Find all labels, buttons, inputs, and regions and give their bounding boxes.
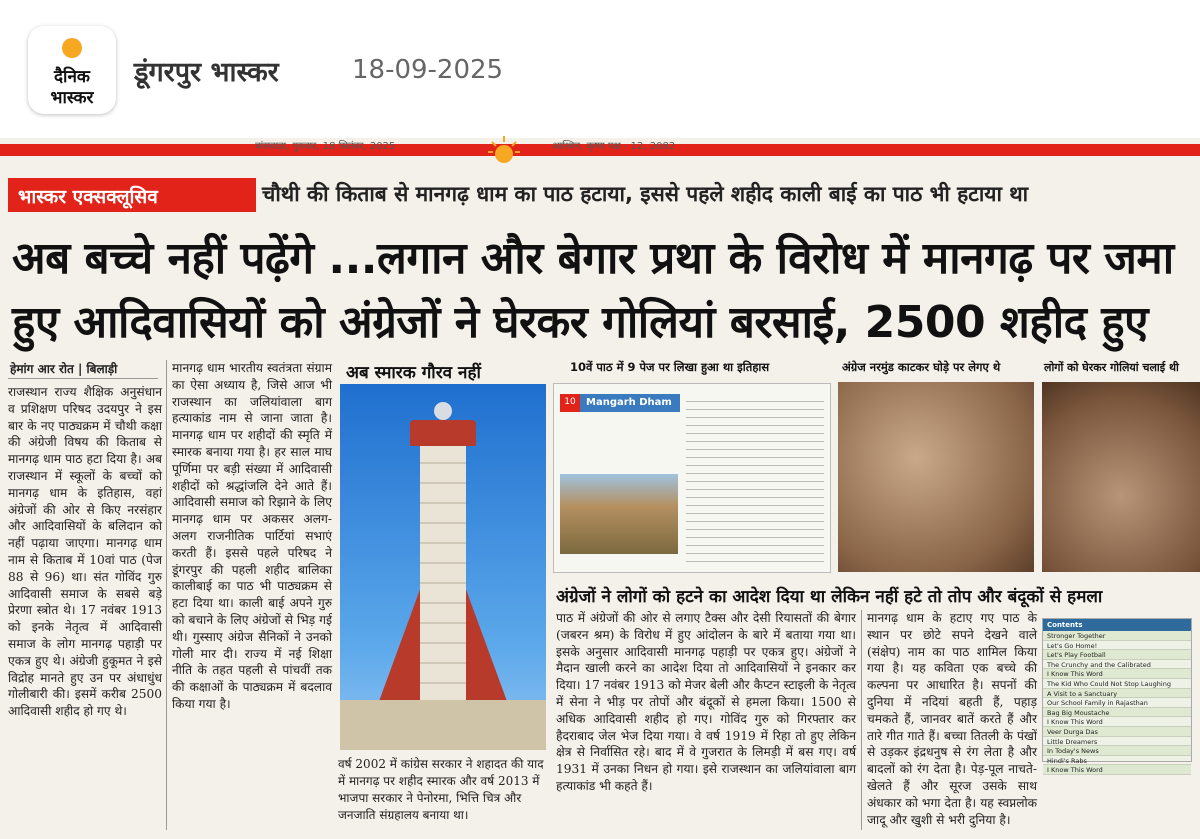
contents-row: The Crunchy and the Calibrated: [1043, 660, 1191, 670]
logo-line1: दैनिक: [54, 67, 90, 87]
column-4-text: मानगढ़ धाम के हटाए गए पाठ के स्थान पर छोटे सपने देखने वाले (संक्षेप) नाम का पाठ शामिल किया गया है। यह कविता एक बच्चे की कल्पना पर आधारित है। सपनों की दुनिया में नदियां बहती हैं, पहाड़ चमकते हैं, जानवर बातें करते हैं और तारे गीत गाते हैं। बच्चा तितली के पंखों से उड़कर इंद्रधनुष से रंग लेता है और बादलों को रंग देता है। पेड़-पूल नाचते-खेलते हैं और सूरज उसके साथ अंधकार को भगा देता है। यह स्वप्नलोक जादू और खुशी से भरी दुनिया है।: [867, 611, 1037, 827]
contents-row: A Visit to a Sanctuary: [1043, 689, 1191, 699]
headline-line1: अब बच्चे नहीं पढ़ेंगे ...लगान और बेगार प्रथा के विरोध में मानगढ़ पर जमा: [12, 233, 1174, 284]
column-divider: [861, 610, 862, 830]
photo1-caption: वर्ष 2002 में कांग्रेस सरकार ने शहादत की याद में मानगढ़ पर शहीद स्मारक और वर्ष 2013 में भाजपा सरकार ने पेनोरमा, भित्ति चित्र और जनजाति संग्रहालय बनाया था।: [338, 757, 544, 822]
photo3-title: अंग्रेज नरमुंड काटकर घोड़े पर लेगए थे: [842, 360, 1001, 374]
strip-left-text: बांसवाड़ा, गुरुवार, 18 सितंबर, 2025: [255, 141, 396, 152]
contents-header: Contents: [1043, 619, 1191, 631]
tower-plinth: [340, 700, 546, 750]
book-hill-image: [560, 474, 678, 554]
byline-rule: [8, 378, 158, 379]
contents-list: [1043, 631, 1191, 775]
strip-right-text: आश्विन, कृष्ण पक्ष - 12, 2082: [552, 141, 676, 152]
contents-row: Our School Family in Rajasthan: [1043, 698, 1191, 708]
tower-base-left: [378, 584, 422, 704]
book-text-lines: [686, 394, 824, 564]
column-divider: [166, 360, 167, 830]
sun-icon: [62, 38, 82, 58]
column-2-text: मानगढ़ धाम भारतीय स्वतंत्रता संग्राम का ऐसा अध्याय है, जिसे आज भी राजस्थान का जलियांवाला बाग हत्याकांड नाम से जाना जाता है। मानगढ़ धाम पर शहीदों की स्मृति में स्मारक बनाया गया है। हर साल माघ पूर्णिमा पर बड़ी संख्या में आदिवासी शहीदों को श्रद्धांजलि देने आते हैं। आदिवासी समाज को रिझाने के लिए मानगढ़ धाम पर अकसर अलग-अलग राजनीतिक पार्टियां सभाएं करती हैं। इससे पहले परिषद ने डूंगरपुर की पहली शहीद बालिका कालीबाई का पाठ भी पाठ्यक्रम से हटा दिया था। काली बाई अपने गुरु को बचाने के लिए अंग्रेजों से भिड़ गई थी। गुस्साए अंग्रेज सैनिकों ने उनको गोली मार दी। राज्य में नई शिक्षा नीति के तहत पहली से पांचवीं तक की कक्षाओं के पाठ्यक्रम में बदलाव किया गया है।: [172, 361, 332, 711]
logo-line2: भास्कर: [50, 88, 94, 108]
sun-emblem-icon: [487, 134, 521, 160]
edition-title: डूंगरपुर भास्कर: [134, 57, 279, 88]
contents-row: In Today's News: [1043, 746, 1191, 756]
contents-row: I Know This Word: [1043, 765, 1191, 775]
photo4-title: लोगों को घेरकर गोलियां चलाई थी: [1044, 361, 1179, 374]
tower-top: [410, 420, 476, 446]
contents-row: Veer Durga Das: [1043, 727, 1191, 737]
contents-row: Let's Go Home!: [1043, 641, 1191, 651]
firing-mural-photo[interactable]: [1042, 382, 1200, 572]
book-lesson-header: Mangarh Dham: [560, 394, 680, 412]
relief-mural-photo[interactable]: [838, 382, 1034, 572]
kicker-text: चौथी की किताब से मानगढ़ धाम का पाठ हटाया, इससे पहले शहीद काली बाई का पाठ भी हटाया था: [262, 182, 1029, 206]
headline-line2: हुए आदिवासियों को अंग्रेजों ने घेरकर गोलियां बरसाई, 2500 शहीद हुए: [12, 297, 1148, 348]
tower-dome: [434, 402, 452, 420]
tower-base-right: [464, 584, 508, 704]
subheadline: अंग्रेजों ने लोगों को हटने का आदेश दिया था लेकिन नहीं हटे तो तोप और बंदूकों से हमला: [556, 587, 1103, 607]
contents-row: I Know This Word: [1043, 717, 1191, 727]
memorial-tower-photo[interactable]: [340, 384, 546, 750]
contents-page-photo[interactable]: [1042, 618, 1192, 775]
column-1-text: राजस्थान राज्य शैक्षिक अनुसंधान व प्रशिक्षण परिषद उदयपुर ने इस बार के नए पाठ्यक्रम में चौथी कक्षा की अंग्रेजी विषय की किताब से मानगढ़ धाम पाठ हटा दिया है। अब राजस्थान में स्कूलों के बच्चों को मानगढ़ धाम के इतिहास, वहां अंग्रेजों की ओर से किए नरसंहार और आदिवासियों के बलिदान को नहीं पढ़ाया जाएगा। मानगढ़ धाम नाम से किताब में 10वां पाठ (पेज 88 से 96) था। संत गोविंद गुरु आदिवासी समाज के सबसे बड़े प्रेरणा स्त्रोत थे। 17 नवंबर 1913 को इनके नेतृत्व में आदिवासी समाज के लोग मानगढ़ पहाड़ी पर एकत्र हुए थे। अंग्रेजी हुकूमत ने इसे विद्रोह मानते हुए उन पर अंधाधुंध गोलीबारी की। इसमें करीब 2500 आदिवासी शहीद हो गए थे।: [8, 385, 162, 719]
textbook-page-photo[interactable]: [553, 383, 831, 573]
edition-date: 18-09-2025: [352, 55, 504, 85]
contents-row: Hindi's Rabs: [1043, 756, 1191, 766]
dainik-bhaskar-logo[interactable]: [28, 26, 116, 114]
contents-row: Let's Play Football: [1043, 650, 1191, 660]
newspaper-page: [0, 138, 1200, 839]
contents-row: Little Dreamers: [1043, 737, 1191, 747]
book-lesson-number: 10: [560, 394, 580, 412]
contents-row: The Kid Who Could Not Stop Laughing: [1043, 679, 1191, 689]
exclusive-label: भास्कर एक्सक्लूसिव: [8, 178, 256, 212]
byline: हेमांग आर रोत | बिलाड़ी: [10, 362, 118, 376]
photo2-title: 10वें पाठ में 9 पेज पर लिखा हुआ था इतिहास: [570, 360, 770, 374]
contents-row: Stronger Together: [1043, 631, 1191, 641]
tower-shaft: [420, 444, 466, 704]
column-3-text: पाठ में अंग्रेजों की ओर से लगाए टैक्स और देसी रियासतों की बेगार (जबरन श्रम) के विरोध में हुए आंदोलन के बारे में बताया गया था। इसके अनुसार आदिवासी मानगढ़ पहाड़ी पर एकत्र हुए। अंग्रेजों ने मैदान खाली करने का आदेश दिया तो आदिवासियों ने इनकार कर दिया। 17 नवंबर 1913 को मेजर बेली और कैप्टन स्टाइली के नेतृत्व में सेना ने भीड़ पर तोपों और बंदूकों से हमला किया। 1500 से अधिक आदिवासी शहीद हो गए। गोविंद गुरु को गिरफ्तार कर हैदराबाद जेल भेज दिया गया। वे वर्ष 1919 में रिहा तो हुए लेकिन क्षेत्र से निर्वासित रहे। बाद में वे गुजरात के लिमड़ी में बस गए। वर्ष 1931 में उनका निधन हो गया। इसे राजस्थान का जलियांवाला बाग हत्याकांड भी कहते हैं।: [556, 611, 856, 793]
contents-row: I Know This Word: [1043, 669, 1191, 679]
top-bar: [0, 0, 1200, 130]
contents-row: Bag Big Moustache: [1043, 708, 1191, 718]
photo1-title: अब स्मारक गौरव नहीं: [346, 363, 481, 383]
